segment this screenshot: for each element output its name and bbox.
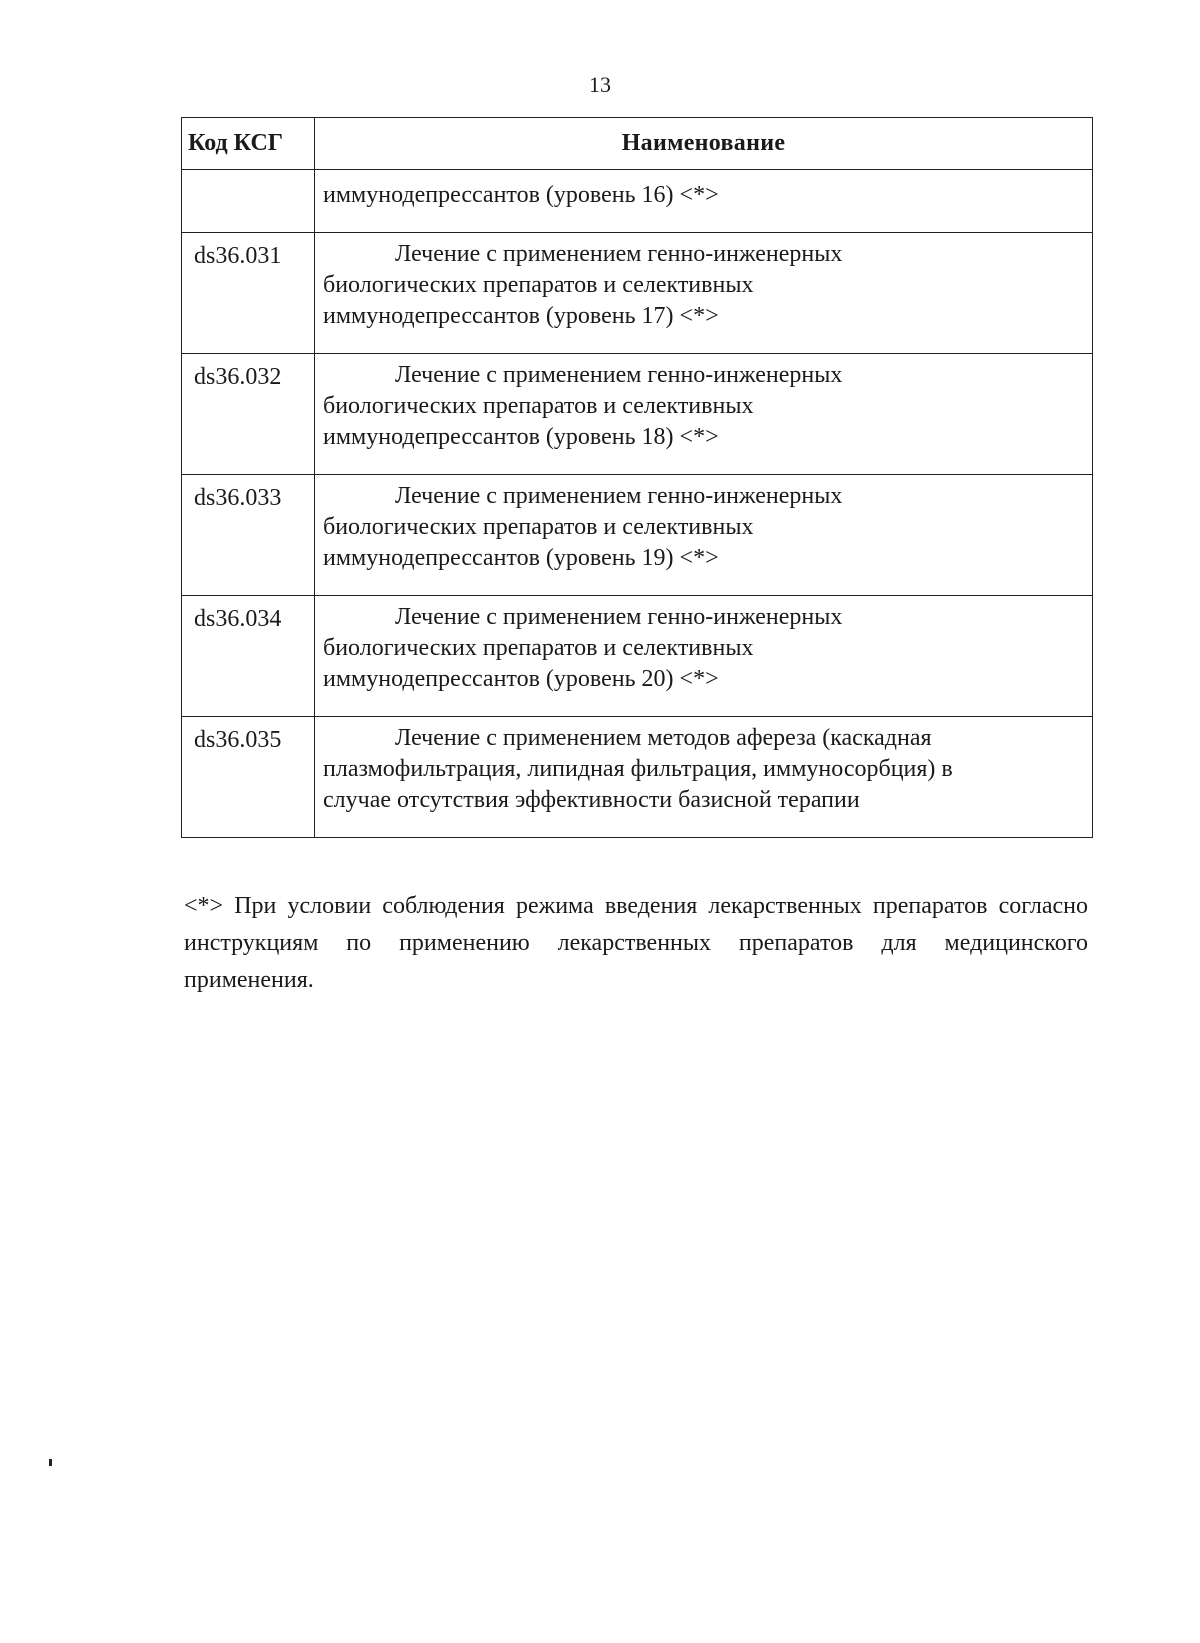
page-number: 13 xyxy=(589,72,611,97)
name-line: Лечение с применением методов афереза (каскадная xyxy=(395,725,932,751)
table-row xyxy=(182,475,1093,596)
name-line: иммунодепрессантов (уровень 20) <*> xyxy=(323,666,719,692)
table-row xyxy=(182,354,1093,475)
table-row xyxy=(182,233,1093,354)
cell-code: ds36.034 xyxy=(182,596,315,717)
name-line: иммунодепрессантов (уровень 17) <*> xyxy=(323,303,719,329)
cell-code: ds36.032 xyxy=(182,354,315,475)
name-line: плазмофильтрация, липидная фильтрация, иммуносорбция) в xyxy=(323,756,953,782)
cell-name xyxy=(315,475,1093,596)
name-line: иммунодепрессантов (уровень 18) <*> xyxy=(323,424,719,450)
footnote: <*> При условии соблюдения режима введения лекарственных препаратов согласно инструкциям по применению лекарственных препаратов для медицинского применения. xyxy=(184,893,1088,993)
name-line: Лечение с применением генно-инженерных xyxy=(395,483,843,509)
cell-code: ds36.033 xyxy=(182,475,315,596)
name-line: иммунодепрессантов (уровень 19) <*> xyxy=(323,545,719,571)
table-header-row xyxy=(182,118,1093,170)
table-row-continuation xyxy=(182,170,1093,233)
name-line: Лечение с применением генно-инженерных xyxy=(395,604,843,630)
cell-name xyxy=(315,717,1093,838)
ksg-table xyxy=(181,117,1093,838)
scan-speck xyxy=(49,1459,52,1466)
name-line: случае отсутствия эффективности базисной терапии xyxy=(323,787,860,813)
name-line: биологических препаратов и селективных xyxy=(323,272,754,298)
cell-name xyxy=(315,233,1093,354)
table-row xyxy=(182,596,1093,717)
cell-code: ds36.031 xyxy=(182,233,315,354)
name-line: Лечение с применением генно-инженерных xyxy=(395,241,843,267)
cell-name xyxy=(315,354,1093,475)
cell-code: ds36.035 xyxy=(182,717,315,838)
name-line: биологических препаратов и селективных xyxy=(323,635,754,661)
cell-code xyxy=(182,170,315,233)
header-name: Наименование xyxy=(315,118,1093,170)
table-row xyxy=(182,717,1093,838)
name-line: Лечение с применением генно-инженерных xyxy=(395,362,843,388)
name-line: биологических препаратов и селективных xyxy=(323,393,754,419)
header-code: Код КСГ xyxy=(182,118,315,170)
cell-name xyxy=(315,596,1093,717)
name-line: биологических препаратов и селективных xyxy=(323,514,754,540)
cell-name: иммунодепрессантов (уровень 16) <*> xyxy=(315,170,1093,233)
